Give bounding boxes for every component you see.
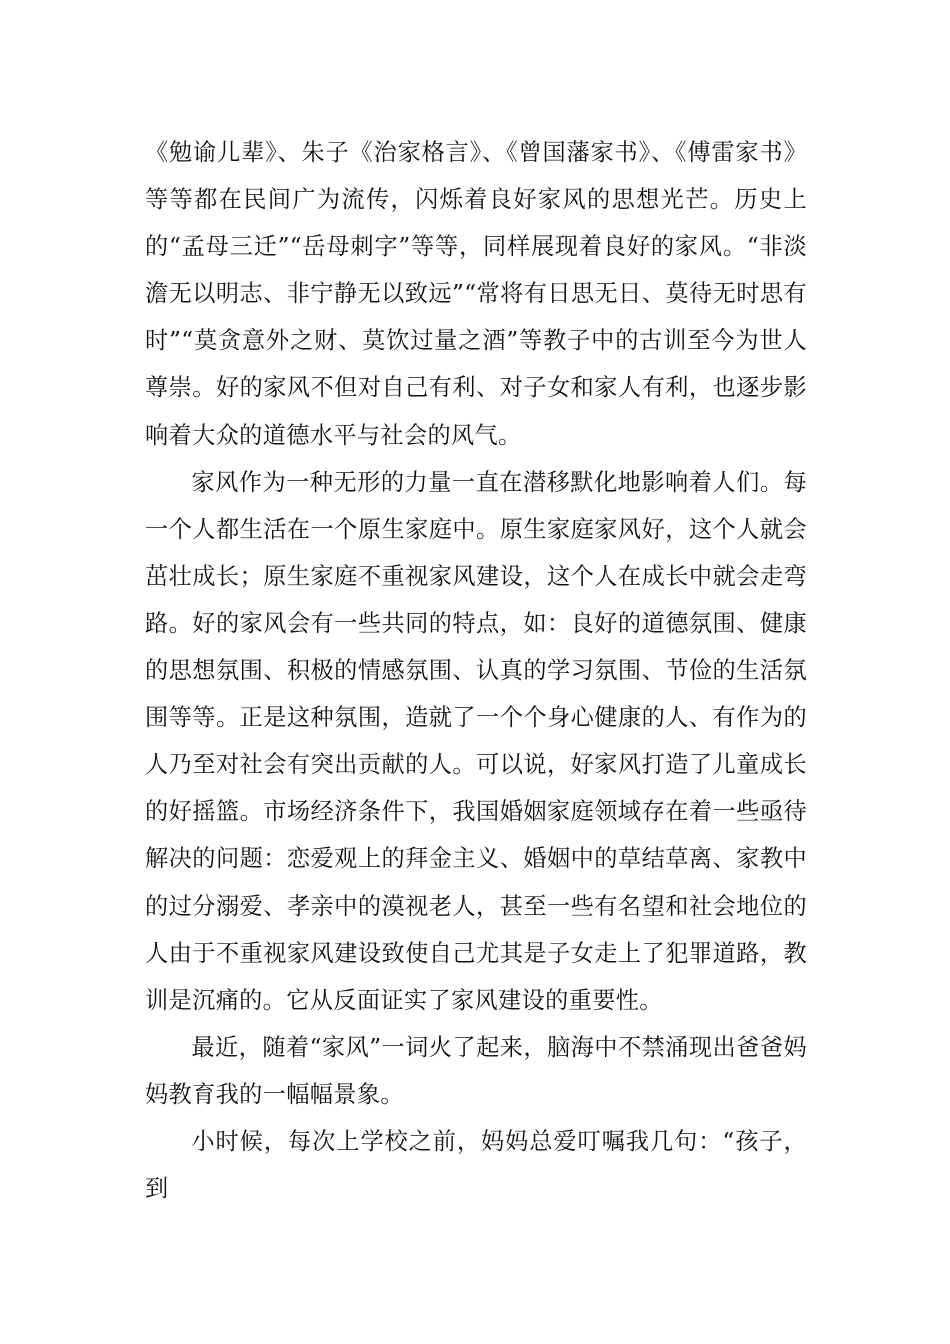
paragraph-2: 家风作为一种无形的力量一直在潜移默化地影响着人们。每一个人都生活在一个原生家庭中。原生家庭家风好，这个人就会茁壮成长；原生家庭不重视家风建设，这个人在成长中就会走弯路。好的家风会有一些共同的特点，如：良好的道德氛围、健康的思想氛围、积极的情感氛围、认真的学习氛围、节俭的生活氛围等等。正是这种氛围，造就了一个个身心健康的人、有作为的人乃至对社会有突出贡献的人。可以说，好家风打造了儿童成长的好摇篮。市场经济条件下，我国婚姻家庭领域存在着一些亟待解决的问题：恋爱观上的拜金主义、婚姻中的草结草离、家教中的过分溺爱、孝亲中的漠视老人，甚至一些有名望和社会地位的人由于不重视家风建设致使自己尤其是子女走上了犯罪道路，教训是沉痛的。它从反面证实了家风建设的重要性。 (145, 468, 807, 1014)
document-body (145, 129, 807, 1212)
paragraph-3: 最近，随着“家风”一词火了起来，脑海中不禁涌现出爸爸妈妈教育我的一幅幅景象。 (145, 1033, 807, 1108)
paragraph-4: 小时候，每次上学校之前，妈妈总爱叮嘱我几句：“孩子，到 (145, 1127, 807, 1203)
paragraph-1: 《勉谕儿辈》、朱子《治家格言》、《曾国藩家书》、《傅雷家书》等等都在民间广为流传，闪烁着良好家风的思想光芒。历史上的“孟母三迁”“岳母刺字”等等，同样展现着良好的家风。“非淡澹无以明志、非宁静无以致远”“常将有日思无日、莫待无时思有时”“莫贪意外之财、莫饮过量之酒”等教子中的古训至今为世人尊崇。好的家风不但对自己有利、对子女和家人有利，也逐步影响着大众的道德水平与社会的风气。 (145, 139, 807, 449)
